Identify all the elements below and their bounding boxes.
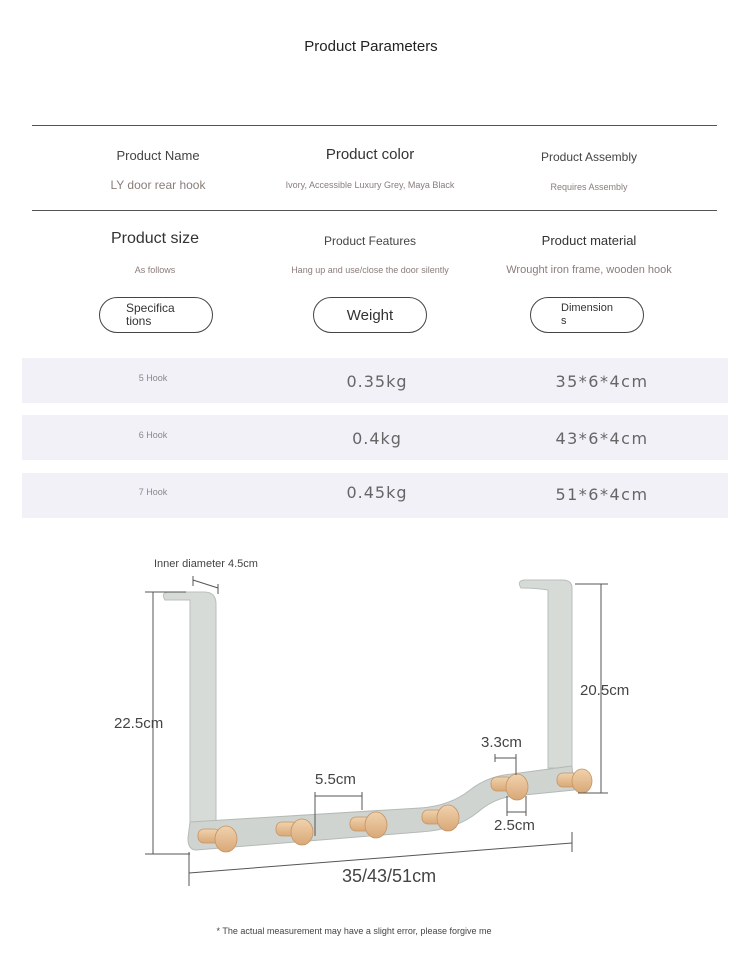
right-height-label: 20.5cm: [580, 682, 630, 699]
weight-header-label: Weight: [346, 306, 394, 324]
row-dimensions: 51*6*4cm: [555, 485, 649, 504]
row-weight: 0.45kg: [346, 483, 408, 502]
specifications-header-line2: tions: [126, 314, 152, 328]
product-name-value: LY door rear hook: [110, 178, 206, 192]
hook-dimension-diagram: [0, 540, 750, 900]
dimensions-header-line2: s: [561, 315, 567, 327]
hook-gap-label: 5.5cm: [315, 771, 356, 788]
row-dimensions: 35*6*4cm: [555, 372, 649, 391]
specifications-header: [99, 297, 213, 333]
product-color-value: Ivory, Accessible Luxury Grey, Maya Black: [285, 180, 455, 190]
product-size-value: As follows: [134, 265, 176, 275]
product-color-label: Product color: [325, 146, 415, 163]
product-name-label: Product Name: [116, 148, 200, 163]
inner-diameter-label: Inner diameter 4.5cm: [154, 558, 258, 570]
divider-top: [32, 125, 717, 126]
divider-middle: [32, 210, 717, 211]
row-weight: 0.4kg: [352, 429, 402, 448]
total-width-label: 35/43/51cm: [342, 866, 437, 886]
product-size-label: Product size: [110, 230, 200, 247]
right-upright: [519, 580, 572, 768]
product-material-label: Product material: [541, 233, 637, 248]
hook-cap: [572, 769, 592, 793]
table-row: [22, 358, 728, 403]
left-height-label: 22.5cm: [114, 715, 164, 732]
hook-width-label: 2.5cm: [494, 817, 535, 834]
product-assembly-label: Product Assembly: [540, 150, 638, 164]
table-row: [22, 473, 728, 518]
row-spec: 6 Hook: [138, 430, 168, 440]
specifications-header-line1: Specifica: [126, 301, 175, 315]
hook-length-label: 3.3cm: [481, 734, 522, 751]
row-dimensions: 43*6*4cm: [555, 429, 649, 448]
product-assembly-value: Requires Assembly: [550, 182, 628, 192]
hook-cap: [506, 774, 528, 800]
weight-header: [313, 297, 427, 333]
row-weight: 0.35kg: [346, 372, 408, 391]
row-spec: 7 Hook: [138, 487, 168, 497]
page-title: Product Parameters: [304, 38, 438, 55]
measurement-disclaimer: * The actual measurement may have a slight error, please forgive me: [216, 926, 492, 936]
product-features-label: Product Features: [323, 234, 417, 248]
row-spec: 5 Hook: [138, 373, 168, 383]
hook-cap: [437, 805, 459, 831]
product-features-value: Hang up and use/close the door silently: [291, 265, 449, 275]
table-row: [22, 415, 728, 460]
left-upright: [163, 592, 216, 828]
product-material-value: Wrought iron frame, wooden hook: [506, 264, 672, 276]
dimensions-header-line1: Dimension: [561, 302, 613, 314]
hook-cap: [365, 812, 387, 838]
dimensions-header: [530, 297, 644, 333]
hook-cap: [291, 819, 313, 845]
hook-cap: [215, 826, 237, 852]
